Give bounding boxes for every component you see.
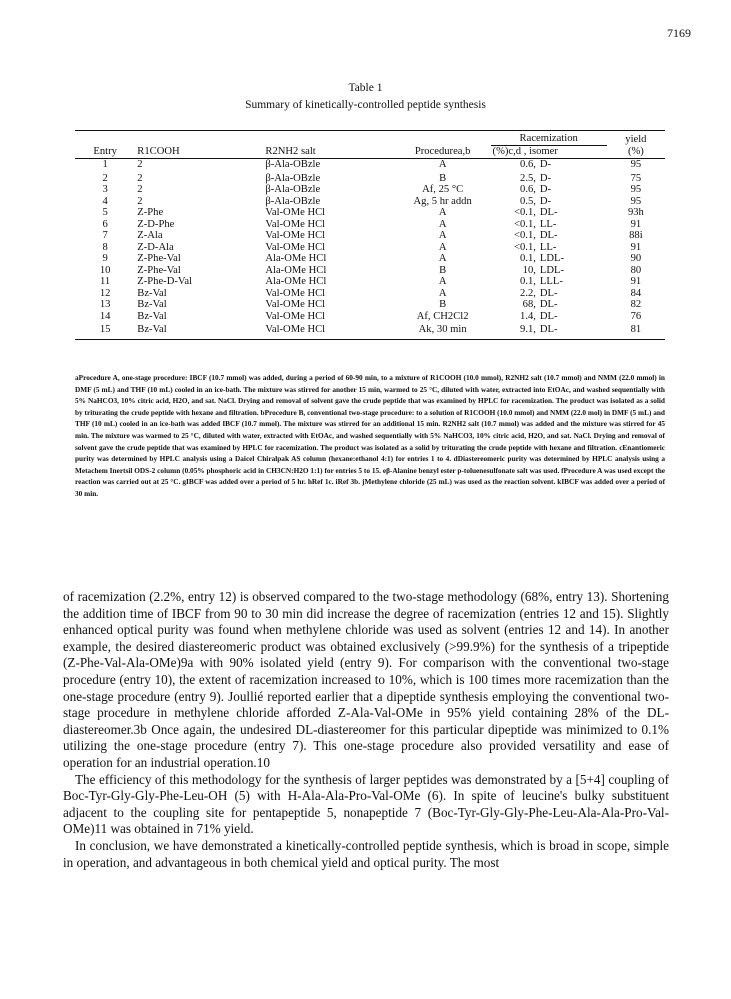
- table-row: [75, 299, 665, 311]
- cell-entry: 6: [102, 218, 108, 230]
- cell-racemization: 10,: [522, 264, 536, 276]
- cell-r1cooh: Z-Phe-Val: [137, 264, 181, 276]
- cell-entry: 3: [102, 184, 108, 195]
- summary-table: [75, 130, 665, 340]
- body-paragraph: In conclusion, we have demonstrated a kinetically-controlled peptide synthesis, which is broad in scope, simple in operation, and advantageous in both chemical yield and optical purity. The most: [63, 837, 669, 870]
- cell-procedure: A: [438, 276, 447, 287]
- table-row: [75, 288, 665, 300]
- cell-procedure: A: [438, 253, 447, 264]
- cell-yield: 88i: [629, 230, 643, 241]
- cell-isomer: DL-: [538, 322, 607, 339]
- cell-yield: 81: [607, 322, 665, 339]
- cell-racemization: 0.1,: [520, 276, 536, 287]
- cell-procedure: A: [438, 159, 447, 170]
- cell-procedure: A: [438, 218, 447, 230]
- cell-isomer: DL-: [539, 230, 558, 241]
- cell-yield: 91: [630, 218, 642, 230]
- table-row: [75, 207, 665, 219]
- table-row: [75, 276, 665, 288]
- cell-isomer: D-: [539, 184, 552, 195]
- cell-r1cooh: Z-D-Ala: [137, 241, 174, 253]
- cell-procedure: B: [439, 299, 447, 310]
- yield-group-header: yield: [607, 131, 665, 146]
- table-row: [75, 219, 665, 231]
- cell-r1cooh: Z-Phe-D-Val: [137, 276, 192, 287]
- table-row: [75, 311, 665, 323]
- cell-yield: 91: [630, 276, 642, 287]
- cell-yield: 91: [630, 241, 642, 253]
- cell-r1cooh: Bz-Val: [137, 299, 167, 310]
- table-footnote-text: aProcedure A, one-stage procedure: IBCF (10.7 mmol) was added, during a period of 60-90 min, to a mixture of R1COOH (10.0 mmol), R2NH2 salt (10.7 mmol) and NMM (22.0 mmol) in DMF (5 mL) and THF (10 mL) cooled in an ice-bath. The mixture was stirred for another 15 min, warmed to 25 °C, diluted with water, extracted into EtOAc, and washed sequentially with 5% NaHCO3, 10% citric acid, H2O, and sat. NaCl. Drying and removal of solvent gave the crude peptide that was examined by HPLC for racemization. The product was isolated as a solid by triturating the crude peptide with hexane and filtration. bProcedure B, conventional two-stage procedure: to a solution of R1COOH (10.0 mmol) and NMM (22.0 mol) in DMF (5 mL) and THF (10 mL) cooled in an ice-bath was added IBCF (10.7 mmol). The mixture was stirred for an additional 15 min. R2NH2 salt (10.7 mmol) was added and the mixture was stirred for 45 min. The mixture was warmed to 25 °C, diluted with water, extracted with EtOAc, and washed sequentially with 5% NaHCO3, 10% citric acid, H2O, and sat. NaCl. Drying and removal of solvent gave the crude peptide that was examined by HPLC for racemization. The product was isolated as a solid by triturating the crude peptide with hexane and filtration. cEnantiomeric purity was determined by HPLC analysis using a Daicel Chiralpak AS column (hexane:ethanol 4:1) for entries 1 to 4. dDiastereomeric purity was determined by HPLC analysis using a Metachem Inertsil ODS-2 column (0.05% phosphoric acid in CH3CN:H2O 1:1) for entries 5 to 15. eβ-Alanine benzyl ester p-toluenesulfonate salt was used. fProcedure A was used except the reaction was carried out at 25 °C. gIBCF was added over a period of 5 hr. hRef 1c. iRef 3b. jMethylene chloride (25 mL) was used as the reaction solvent. kIBCF was added over a period of 30 min.: [75, 373, 665, 498]
- cell-procedure: Af, 25 °C: [422, 184, 464, 195]
- cell-entry: 1: [102, 159, 108, 170]
- cell-entry: 5: [102, 207, 108, 218]
- cell-entry: 4: [102, 195, 108, 207]
- cell-yield: 76: [630, 310, 642, 322]
- cell-r1cooh: Bz-Val: [135, 322, 263, 339]
- table-row: [75, 159, 665, 173]
- cell-r1cooh: 2: [137, 159, 143, 170]
- cell-procedure: A: [438, 230, 447, 241]
- cell-entry: 15: [75, 322, 135, 339]
- cell-r2nh2-salt: β-Ala-OBzle: [265, 159, 321, 170]
- cell-yield: 75: [630, 172, 642, 184]
- cell-isomer: DL-: [539, 287, 558, 299]
- cell-racemization: 0.5,: [520, 195, 536, 207]
- cell-isomer: D-: [539, 195, 552, 207]
- table-caption: Summary of kinetically-controlled peptide synthesis: [245, 99, 486, 111]
- cell-entry: 8: [102, 241, 108, 253]
- table-row: [75, 184, 665, 196]
- table-row: [75, 322, 665, 339]
- cell-r2nh2-salt: Val-OMe HCl: [265, 230, 326, 241]
- cell-racemization: <0.1,: [514, 218, 536, 230]
- column-header-entry: Entry: [75, 145, 135, 159]
- table-row: [75, 196, 665, 208]
- cell-isomer: LDL-: [539, 253, 565, 264]
- cell-r1cooh: 2: [137, 184, 143, 195]
- table-label: Table 1: [348, 82, 383, 94]
- cell-entry: 14: [99, 310, 111, 322]
- cell-racemization: 9.1,: [491, 322, 538, 339]
- cell-yield: 82: [630, 299, 642, 310]
- cell-racemization: 0.6,: [520, 159, 536, 170]
- cell-isomer: D-: [539, 172, 552, 184]
- cell-r1cooh: Z-Phe: [137, 207, 164, 218]
- cell-isomer: LL-: [539, 241, 557, 253]
- cell-yield: 93h: [627, 207, 644, 218]
- cell-isomer: DL-: [539, 299, 558, 310]
- cell-racemization: 68,: [522, 299, 536, 310]
- column-header-procedure: Procedurea,b: [395, 145, 491, 159]
- cell-r2nh2-salt: Ala-OMe HCl: [265, 276, 327, 287]
- cell-procedure: B: [439, 172, 447, 184]
- cell-r2nh2-salt: β-Ala-OBzle: [265, 195, 321, 207]
- cell-r1cooh: Z-D-Phe: [137, 218, 175, 230]
- cell-yield: 84: [630, 287, 642, 299]
- cell-yield: 95: [630, 184, 642, 195]
- column-header-yield-percent: (%): [607, 145, 665, 159]
- cell-entry: 10: [99, 264, 111, 276]
- cell-r2nh2-salt: Ala-OMe HCl: [265, 253, 327, 264]
- cell-r2nh2-salt: Val-OMe HCl: [265, 207, 326, 218]
- cell-r2nh2-salt: β-Ala-OBzle: [265, 184, 321, 195]
- racemization-group-header: Racemization: [491, 131, 607, 146]
- cell-procedure: A: [438, 287, 447, 299]
- cell-r2nh2-salt: Val-OMe HCl: [265, 218, 326, 230]
- cell-racemization: 2.5,: [520, 172, 536, 184]
- cell-isomer: D-: [539, 159, 552, 170]
- cell-r2nh2-salt: Val-OMe HCl: [265, 299, 326, 310]
- body-text: [63, 589, 669, 871]
- cell-racemization: 0.1,: [520, 253, 536, 264]
- table-footnotes: [75, 372, 665, 500]
- cell-entry: 11: [100, 276, 111, 287]
- cell-r1cooh: Z-Phe-Val: [137, 253, 181, 264]
- cell-r2nh2-salt: Val-OMe HCl: [265, 287, 326, 299]
- cell-procedure: A: [438, 241, 447, 253]
- cell-r1cooh: 2: [137, 195, 143, 207]
- cell-isomer: LL-: [539, 218, 557, 230]
- body-paragraph: of racemization (2.2%, entry 12) is observed compared to the two-stage methodology (68%, entry 13). Shortening the addition time of IBCF from 90 to 30 min did increase the degree of racemization (entries 12 and 15). Slightly enhanced optical purity was found when methylene chloride was used as solvent (entries 12 and 14). In another example, the desired diastereomeric product was obtained exclusively (>99.9%) for the synthesis of a tripeptide (Z-Phe-Val-Ala-OMe)9a with 90% isolated yield (entry 9). For comparison with the conventional two-stage procedure (entry 10), the extent of racemization increased to 10%, which is 100 times more racemization than the one-stage procedure (entry 9). Joullié reported earlier that a dipeptide synthesis employing the conventional two-stage procedure in methylene chloride afforded Z-Ala-Val-OMe in 95% yield containing 28% of the DL-diastereomer.3b Once again, the undesired DL-diastereomer for this particular dipeptide was minimized to 0.1% utilizing the one-stage procedure (entry 7). This one-stage procedure also provided versatility and ease of operation for an industrial operation.10: [63, 589, 669, 770]
- cell-procedure: B: [439, 264, 447, 276]
- table-row: [75, 242, 665, 254]
- table-column-header-row: [75, 145, 665, 159]
- cell-entry: 12: [99, 287, 111, 299]
- cell-r2nh2-salt: Ala-OMe HCl: [265, 264, 327, 276]
- cell-isomer: LDL-: [539, 264, 565, 276]
- cell-procedure: Ak, 30 min: [395, 322, 491, 339]
- cell-r2nh2-salt: Val-OMe HCl: [265, 310, 326, 322]
- cell-racemization: 0.6,: [520, 184, 536, 195]
- table-row: [75, 253, 665, 265]
- page-number: 7169: [667, 26, 691, 40]
- body-paragraph: The efficiency of this methodology for the synthesis of larger peptides was demonstrated by a [5+4] coupling of Boc-Tyr-Gly-Gly-Phe-Leu-OH (5) with H-Ala-Ala-Pro-Val-OMe (6). In spite of leucine's bulky substituent adjacent to the coupling site for pentapeptide 5, nonapeptide 7 (Boc-Tyr-Gly-Gly-Phe-Leu-Ala-Ala-Pro-Val-OMe)11 was obtained in 71% yield.: [63, 771, 669, 837]
- cell-entry: 7: [102, 230, 108, 241]
- table-group-header-row: [75, 131, 665, 146]
- cell-isomer: DL-: [539, 207, 558, 218]
- cell-isomer: LLL-: [539, 276, 563, 287]
- cell-r1cooh: Bz-Val: [137, 310, 167, 322]
- cell-racemization: <0.1,: [514, 241, 536, 253]
- column-header-r1cooh: R1COOH: [135, 145, 263, 159]
- cell-procedure: A: [438, 207, 447, 218]
- cell-racemization: <0.1,: [514, 207, 536, 218]
- cell-entry: 9: [102, 253, 108, 264]
- cell-yield: 95: [630, 159, 642, 170]
- cell-r1cooh: Z-Ala: [137, 230, 163, 241]
- cell-yield: 80: [630, 264, 642, 276]
- column-header-racemization-isomer: (%)c,d , isomer: [491, 145, 607, 159]
- cell-yield: 95: [630, 195, 642, 207]
- cell-entry: 13: [99, 299, 111, 310]
- cell-r1cooh: 2: [137, 172, 143, 184]
- cell-yield: 90: [630, 253, 642, 264]
- cell-procedure: Ag, 5 hr addn: [413, 195, 472, 207]
- cell-r2nh2-salt: Val-OMe HCl: [265, 241, 326, 253]
- cell-r2nh2-salt: β-Ala-OBzle: [265, 172, 321, 184]
- column-header-r2nh2-salt: R2NH2 salt: [263, 145, 394, 159]
- cell-r1cooh: Bz-Val: [137, 287, 167, 299]
- cell-racemization: 1.4,: [520, 310, 536, 322]
- table-row: [75, 265, 665, 277]
- cell-r2nh2-salt: Val-OMe HCl: [263, 322, 394, 339]
- table-row: [75, 230, 665, 242]
- cell-racemization: <0.1,: [514, 230, 536, 241]
- table-row: [75, 173, 665, 185]
- cell-procedure: Af, CH2Cl2: [416, 310, 469, 322]
- cell-racemization: 2.2,: [520, 287, 536, 299]
- cell-isomer: DL-: [539, 310, 558, 322]
- cell-entry: 2: [102, 172, 108, 184]
